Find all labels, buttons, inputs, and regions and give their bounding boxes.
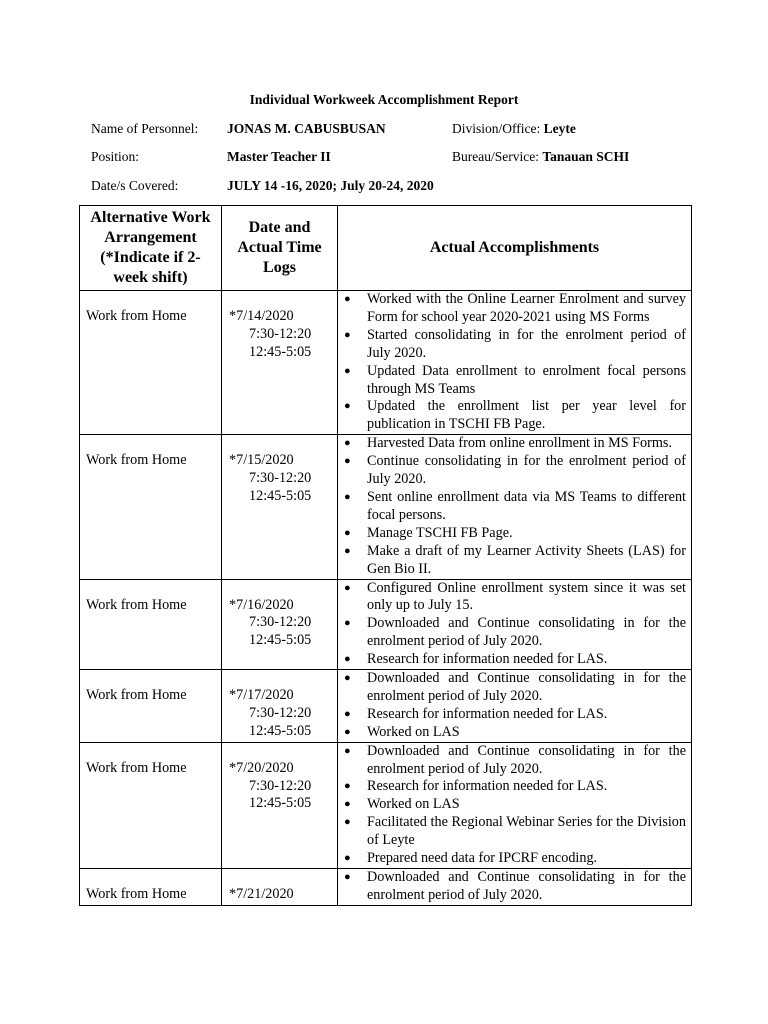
table-row bbox=[80, 869, 692, 906]
accomplishment-list bbox=[344, 743, 686, 868]
bullet-icon: ● bbox=[344, 328, 351, 341]
header-date-time: Date and Actual Time Logs bbox=[222, 206, 338, 291]
list-item bbox=[344, 489, 686, 525]
log-date: *7/20/2020 bbox=[229, 759, 294, 776]
accomplishments-cell bbox=[338, 291, 692, 435]
table-header-row bbox=[80, 206, 692, 291]
log-date: *7/16/2020 bbox=[229, 596, 294, 613]
accomplishment-text: Sent online enrollment data via MS Teams to different focal persons. bbox=[367, 488, 686, 523]
time-log: 7:30-12:20 bbox=[249, 777, 312, 794]
list-item bbox=[344, 651, 686, 669]
list-item bbox=[344, 724, 686, 742]
accomplishments-cell bbox=[338, 670, 692, 743]
time-log: 7:30-12:20 bbox=[249, 325, 312, 342]
list-item bbox=[344, 435, 686, 453]
bullet-icon: ● bbox=[344, 526, 351, 539]
accomplishments-cell bbox=[338, 435, 692, 579]
date-time-cell bbox=[222, 435, 338, 579]
bureau-field bbox=[452, 149, 629, 165]
accomplishment-text: Configured Online enrollment system since it was set only up to July 15. bbox=[367, 579, 686, 614]
accomplishment-list bbox=[344, 869, 686, 905]
table-row bbox=[80, 291, 692, 435]
list-item bbox=[344, 778, 686, 796]
accomplishment-text: Started consolidating in for the enrolment period of July 2020. bbox=[367, 326, 686, 361]
dates-label: Date/s Covered: bbox=[91, 178, 179, 193]
accomplishment-text: Downloaded and Continue consolidating in for the enrolment period of July 2020. bbox=[367, 670, 686, 704]
log-date: *7/21/2020 bbox=[229, 886, 294, 902]
accomplishment-text: Make a draft of my Learner Activity Sheets (LAS) for Gen Bio II. bbox=[367, 542, 686, 577]
report-title: Individual Workweek Accomplishment Report bbox=[249, 92, 519, 107]
accomplishments-cell bbox=[338, 869, 692, 906]
bullet-icon: ● bbox=[344, 437, 351, 450]
division-field bbox=[452, 121, 576, 137]
accomplishment-text: Facilitated the Regional Webinar Series for the Division of Leyte bbox=[367, 814, 686, 849]
time-log: 7:30-12:20 bbox=[249, 704, 312, 721]
bullet-icon: ● bbox=[344, 455, 351, 468]
date-time-cell bbox=[222, 291, 338, 435]
position-value: Master Teacher II bbox=[227, 149, 331, 164]
dates-value: JULY 14 -16, 2020; July 20-24, 2020 bbox=[227, 178, 434, 193]
list-item bbox=[344, 453, 686, 489]
accomplishment-list bbox=[344, 670, 686, 742]
bureau-label: Bureau/Service: bbox=[452, 149, 539, 164]
bullet-icon: ● bbox=[344, 780, 351, 793]
date-time-cell bbox=[222, 579, 338, 670]
accomplishment-text: Research for information needed for LAS. bbox=[367, 651, 608, 668]
accomplishment-text: Updated the enrollment list per year level for publication in TSCHI FB Page. bbox=[367, 398, 686, 433]
date-time-cell bbox=[222, 670, 338, 743]
list-item bbox=[344, 363, 686, 399]
accomplishment-text: Prepared need data for IPCRF encoding. bbox=[367, 850, 598, 867]
name-value: JONAS M. CABUSBUSAN bbox=[227, 121, 386, 136]
arrangement-cell: Work from Home bbox=[80, 670, 222, 743]
accomplishment-text: Research for information needed for LAS. bbox=[367, 778, 608, 795]
list-item bbox=[344, 525, 686, 543]
accomplishment-text: Continue consolidating in for the enrolment period of July 2020. bbox=[367, 453, 686, 488]
table-row bbox=[80, 670, 692, 743]
list-item bbox=[344, 850, 686, 868]
accomplishments-cell bbox=[338, 579, 692, 670]
bullet-icon: ● bbox=[344, 544, 351, 557]
bureau-value: Tanauan SCHI bbox=[542, 149, 630, 164]
log-date: *7/17/2020 bbox=[229, 687, 294, 704]
accomplishment-text: Worked on LAS bbox=[367, 796, 460, 813]
date-time-cell bbox=[222, 742, 338, 868]
time-log: 12:45-5:05 bbox=[249, 343, 312, 360]
table-row bbox=[80, 435, 692, 579]
bullet-icon: ● bbox=[344, 293, 351, 305]
accomplishment-text: Worked with the Online Learner Enrolment and survey Form for school year 2020-2021 using MS Forms bbox=[367, 291, 686, 325]
log-date: *7/15/2020 bbox=[229, 452, 294, 469]
bullet-icon: ● bbox=[344, 871, 351, 883]
time-log: 7:30-12:20 bbox=[249, 614, 312, 631]
accomplishment-table bbox=[79, 205, 692, 906]
list-item bbox=[344, 869, 686, 905]
date-time-cell bbox=[222, 869, 338, 906]
position-label: Position: bbox=[91, 149, 140, 164]
time-log: 7:30-12:20 bbox=[249, 470, 312, 487]
list-item bbox=[344, 814, 686, 850]
accomplishment-text: Downloaded and Continue consolidating in for the enrolment period of July 2020. bbox=[367, 869, 686, 903]
division-value: Leyte bbox=[543, 121, 576, 136]
accomplishment-text: Research for information needed for LAS. bbox=[367, 705, 608, 722]
time-log: 12:45-5:05 bbox=[249, 488, 312, 505]
accomplishment-list bbox=[344, 435, 686, 578]
list-item bbox=[344, 743, 686, 779]
accomplishment-text: Downloaded and Continue consolidating in for the enrolment period of July 2020. bbox=[367, 742, 686, 777]
accomplishment-text: Downloaded and Continue consolidating in for the enrolment period of July 2020. bbox=[367, 615, 686, 650]
table-row bbox=[80, 742, 692, 868]
bullet-icon: ● bbox=[344, 707, 351, 720]
bullet-icon: ● bbox=[344, 798, 351, 811]
time-log: 12:45-5:05 bbox=[249, 632, 312, 649]
arrangement-cell: Work from Home bbox=[80, 291, 222, 435]
header-accomplishments: Actual Accomplishments bbox=[338, 206, 692, 291]
list-item bbox=[344, 291, 686, 327]
table-body bbox=[80, 291, 692, 906]
accomplishment-text: Updated Data enrollment to enrolment focal persons through MS Teams bbox=[367, 362, 686, 397]
bullet-icon: ● bbox=[344, 581, 351, 594]
division-label: Division/Office: bbox=[452, 121, 541, 136]
list-item bbox=[344, 543, 686, 579]
log-date: *7/14/2020 bbox=[229, 308, 294, 324]
bullet-icon: ● bbox=[344, 490, 351, 503]
list-item bbox=[344, 706, 686, 724]
accomplishments-cell bbox=[338, 742, 692, 868]
accomplishment-list bbox=[344, 580, 686, 670]
list-item bbox=[344, 398, 686, 434]
bullet-icon: ● bbox=[344, 400, 351, 413]
bullet-icon: ● bbox=[344, 725, 351, 738]
bullet-icon: ● bbox=[344, 744, 351, 757]
arrangement-cell: Work from Home bbox=[80, 869, 222, 906]
table-row bbox=[80, 579, 692, 670]
arrangement-cell: Work from Home bbox=[80, 579, 222, 670]
accomplishment-text: Harvested Data from online enrollment in MS Forms. bbox=[367, 435, 672, 452]
bullet-icon: ● bbox=[344, 852, 351, 865]
list-item bbox=[344, 580, 686, 616]
list-item bbox=[344, 796, 686, 814]
accomplishment-list bbox=[344, 291, 686, 434]
accomplishment-text: Worked on LAS bbox=[367, 723, 460, 740]
list-item bbox=[344, 615, 686, 651]
bullet-icon: ● bbox=[344, 617, 351, 630]
time-log: 12:45-5:05 bbox=[249, 795, 312, 812]
bullet-icon: ● bbox=[344, 364, 351, 377]
bullet-icon: ● bbox=[344, 653, 351, 666]
time-log: 12:45-5:05 bbox=[249, 722, 312, 739]
arrangement-cell: Work from Home bbox=[80, 435, 222, 579]
arrangement-cell: Work from Home bbox=[80, 742, 222, 868]
list-item bbox=[344, 327, 686, 363]
bullet-icon: ● bbox=[344, 672, 351, 685]
name-label: Name of Personnel: bbox=[91, 121, 199, 136]
bullet-icon: ● bbox=[344, 816, 351, 829]
header-arrangement: Alternative Work Arrangement (*Indicate if 2-week shift) bbox=[80, 206, 222, 291]
list-item bbox=[344, 670, 686, 706]
accomplishment-text: Manage TSCHI FB Page. bbox=[367, 524, 513, 541]
